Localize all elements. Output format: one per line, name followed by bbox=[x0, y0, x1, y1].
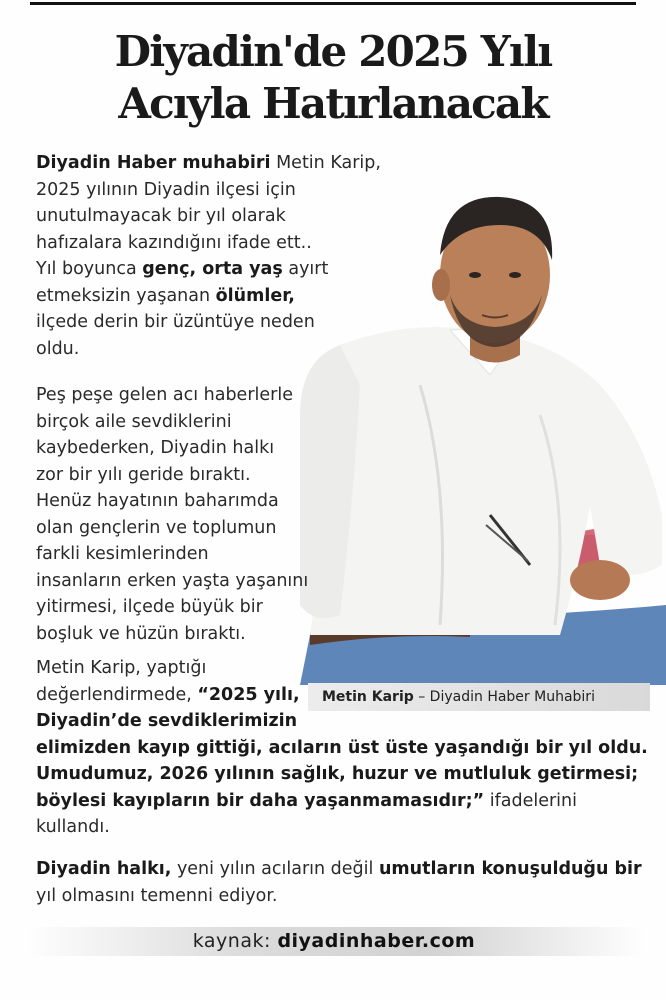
p1-lead-rest: Metin Karip, bbox=[270, 153, 381, 173]
p1-line5-bold: genç, orta yaş bbox=[142, 259, 283, 279]
p1-line: ilçede derin bir üzüntüye neden bbox=[36, 312, 315, 332]
p4-mid: yeni yılın acıların değil bbox=[171, 859, 379, 879]
p2-line: Peş peşe gelen acı haberlerle bbox=[36, 385, 293, 405]
p1-line5-a: Yıl boyunca bbox=[36, 259, 143, 279]
p4-bold: Diyadin halkı, bbox=[36, 859, 172, 879]
p2-line: farkli kesimlerinden bbox=[36, 544, 209, 564]
p2-line: zor bir yılı geride bıraktı. bbox=[36, 464, 251, 485]
headline bbox=[0, 26, 666, 130]
paragraph-2 bbox=[36, 382, 308, 647]
source-label: kaynak: bbox=[192, 930, 278, 952]
p3-line: kullandı. bbox=[36, 817, 110, 837]
p1-line: hafızalara kazındığını ifade ett.. bbox=[36, 232, 312, 253]
p1-line6-bold: ölümler, bbox=[215, 285, 295, 306]
source-link[interactable]: diyadinhaber.com bbox=[277, 930, 476, 952]
p3-line6-bold: böylesi kayıpların bir daha yaşanmamasıdır;” bbox=[36, 790, 485, 811]
headline-line-2: Acıyla Hatırlanacak bbox=[118, 79, 548, 128]
caption-name: Metin Karip bbox=[322, 689, 414, 705]
p4-line: yıl olmasını temenni ediyor. bbox=[36, 885, 278, 906]
paragraph-4 bbox=[36, 856, 642, 909]
caption-role: – Diyadin Haber Muhabiri bbox=[413, 689, 595, 705]
p3-line6-rest: ifadelerini bbox=[484, 790, 577, 811]
p3-line-bold: Diyadin’de sevdiklerimizin bbox=[36, 711, 298, 731]
p3-line-bold: elimizden kayıp gittiği, acıların üst üste yaşandığı bir yıl oldu. bbox=[36, 737, 648, 758]
p1-line6-a: etmeksizin yaşanan bbox=[36, 285, 216, 306]
paragraph-1 bbox=[36, 150, 381, 362]
p3-line: Metin Karip, yaptığı bbox=[36, 658, 207, 678]
p1-line: unutulmayacak bir yıl olarak bbox=[36, 206, 286, 226]
p3-line-bold: Umudumuz, 2026 yılının sağlık, huzur ve mutluluk getirmesi; bbox=[36, 764, 639, 784]
p2-line: kaybederken, Diyadin halkı bbox=[36, 438, 275, 458]
p2-line: Henüz hayatının baharımda bbox=[36, 491, 279, 511]
p2-line: yitirmesi, ilçede büyük bir bbox=[36, 597, 263, 617]
p1-line5-c: ayırt bbox=[282, 259, 329, 279]
p4-bold-2: umutların konuşulduğu bir bbox=[378, 859, 642, 879]
p2-line: birçok aile sevdiklerini bbox=[36, 411, 232, 432]
p2-line: insanların erken yaşta yaşanını bbox=[36, 570, 309, 591]
p3-line2-bold: “2025 yılı, bbox=[197, 684, 300, 705]
p2-line: boşluk ve hüzün bıraktı. bbox=[36, 623, 246, 644]
p1-line: 2025 yılının Diyadin ilçesi için bbox=[36, 179, 296, 200]
p3-line2-a: değerlendirmede, bbox=[36, 684, 198, 705]
paragraph-3 bbox=[36, 655, 648, 841]
source-bar bbox=[20, 927, 648, 956]
headline-line-1: Diyadin'de 2025 Yılı bbox=[114, 27, 552, 76]
p2-line: olan gençlerin ve toplumun bbox=[36, 517, 277, 538]
p1-lead-bold: Diyadin Haber muhabiri bbox=[36, 153, 271, 173]
p1-line: oldu. bbox=[36, 338, 80, 359]
top-rule bbox=[30, 2, 636, 5]
